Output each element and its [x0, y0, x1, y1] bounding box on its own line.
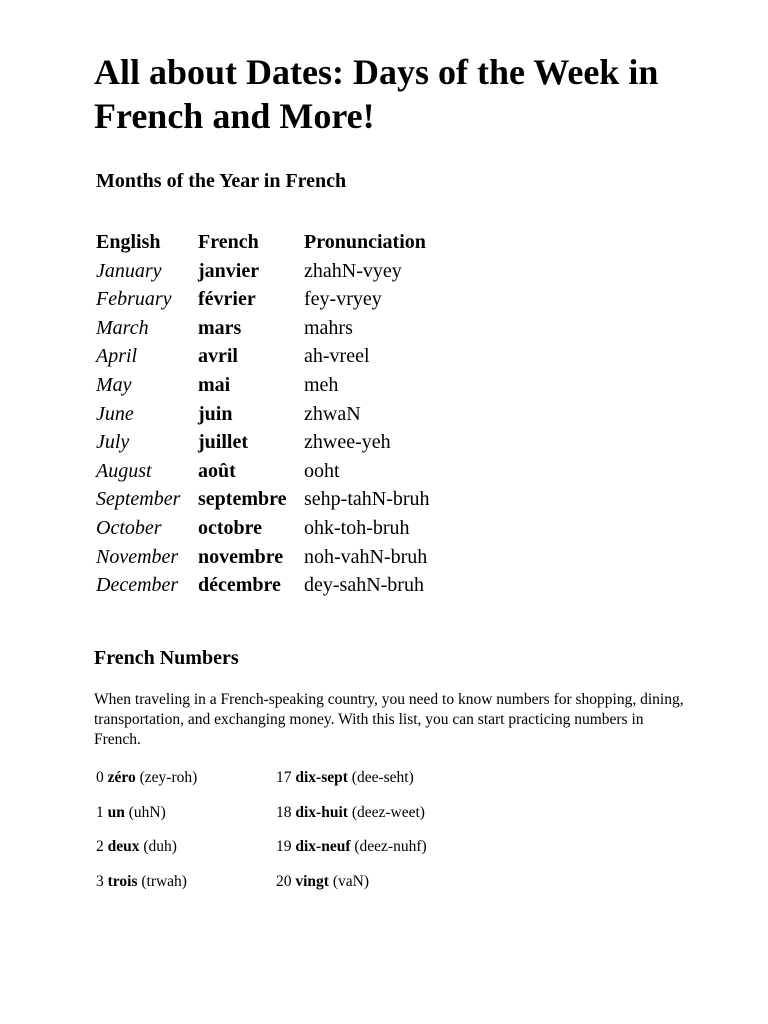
month-pronunciation: meh: [304, 374, 339, 396]
page-title: All about Dates: Days of the Week in French and More!: [94, 52, 659, 136]
month-pronunciation: zhahN-vyey: [304, 259, 402, 282]
number-digit: 0: [96, 769, 104, 786]
number-pronunciation: (duh): [143, 838, 177, 855]
numbers-intro: When traveling in a French-speaking country, you need to know numbers for shopping, dining, transportation, and exchanging money. With this list, you can start practicing numbers in French.: [94, 691, 684, 748]
month-french: juin: [198, 402, 233, 425]
month-pronunciation: ohk-toh-bruh: [304, 517, 410, 539]
month-pronunciation: ooht: [304, 459, 340, 482]
month-french: janvier: [198, 259, 260, 282]
month-pronunciation: noh-vahN-bruh: [304, 545, 428, 568]
month-french: février: [198, 288, 256, 311]
header-french: French: [198, 231, 259, 253]
number-pronunciation: (vaN): [332, 873, 369, 890]
month-french: juillet: [198, 431, 248, 454]
number-item: [96, 768, 197, 788]
number-item: [276, 768, 414, 788]
month-pronunciation: dey-sahN-bruh: [304, 574, 424, 597]
month-english: June: [96, 402, 134, 425]
number-item: [96, 803, 166, 823]
months-heading: Months of the Year in French: [96, 170, 347, 192]
number-french: vingt: [295, 873, 329, 890]
month-pronunciation: ah-vreel: [304, 345, 370, 368]
month-french: octobre: [198, 517, 263, 539]
month-english: February: [96, 288, 172, 311]
number-french: deux: [107, 838, 140, 855]
number-item: [96, 837, 177, 857]
number-pronunciation: (trwah): [141, 873, 187, 890]
month-french: novembre: [198, 545, 284, 568]
number-digit: 18: [276, 804, 292, 821]
number-french: zéro: [107, 769, 136, 786]
number-french: trois: [107, 873, 138, 890]
number-pronunciation: (dee-seht): [351, 769, 414, 786]
number-digit: 19: [276, 838, 292, 855]
month-french: mars: [198, 316, 242, 339]
number-pronunciation: (deez-weet): [351, 804, 425, 821]
number-pronunciation: (zey-roh): [139, 769, 198, 786]
number-item: [276, 837, 427, 857]
number-french: dix-neuf: [295, 838, 351, 855]
month-french: mai: [198, 374, 231, 396]
month-english: September: [96, 488, 181, 511]
month-pronunciation: zhwee-yeh: [304, 431, 391, 454]
number-digit: 1: [96, 804, 104, 821]
month-french: avril: [198, 345, 238, 368]
header-pronunciation: Pronunciation: [304, 231, 426, 253]
month-pronunciation: sehp-tahN-bruh: [304, 488, 430, 511]
number-pronunciation: (uhN): [128, 804, 166, 821]
month-english: July: [96, 431, 130, 454]
number-french: dix-huit: [295, 804, 348, 821]
number-pronunciation: (deez-nuhf): [354, 838, 427, 855]
month-pronunciation: zhwaN: [304, 402, 361, 425]
month-english: May: [96, 374, 132, 396]
month-pronunciation: mahrs: [304, 316, 353, 339]
number-french: dix-sept: [295, 769, 348, 786]
number-item: [276, 803, 425, 823]
month-english: December: [96, 574, 179, 597]
month-english: March: [96, 316, 149, 339]
number-digit: 17: [276, 769, 292, 786]
month-french: décembre: [198, 574, 281, 597]
number-digit: 20: [276, 873, 292, 890]
month-french: septembre: [198, 488, 287, 511]
month-french: août: [198, 459, 236, 482]
month-english: April: [96, 345, 138, 368]
month-english: August: [96, 459, 152, 482]
header-english: English: [96, 231, 161, 253]
numbers-heading: French Numbers: [94, 647, 239, 669]
month-english: November: [96, 545, 179, 568]
number-digit: 3: [96, 873, 104, 890]
month-english: January: [96, 259, 162, 282]
number-french: un: [107, 804, 125, 821]
month-pronunciation: fey-vryey: [304, 288, 382, 311]
number-item: [96, 872, 187, 892]
number-digit: 2: [96, 838, 104, 855]
month-english: October: [96, 517, 162, 539]
number-item: [276, 872, 369, 892]
